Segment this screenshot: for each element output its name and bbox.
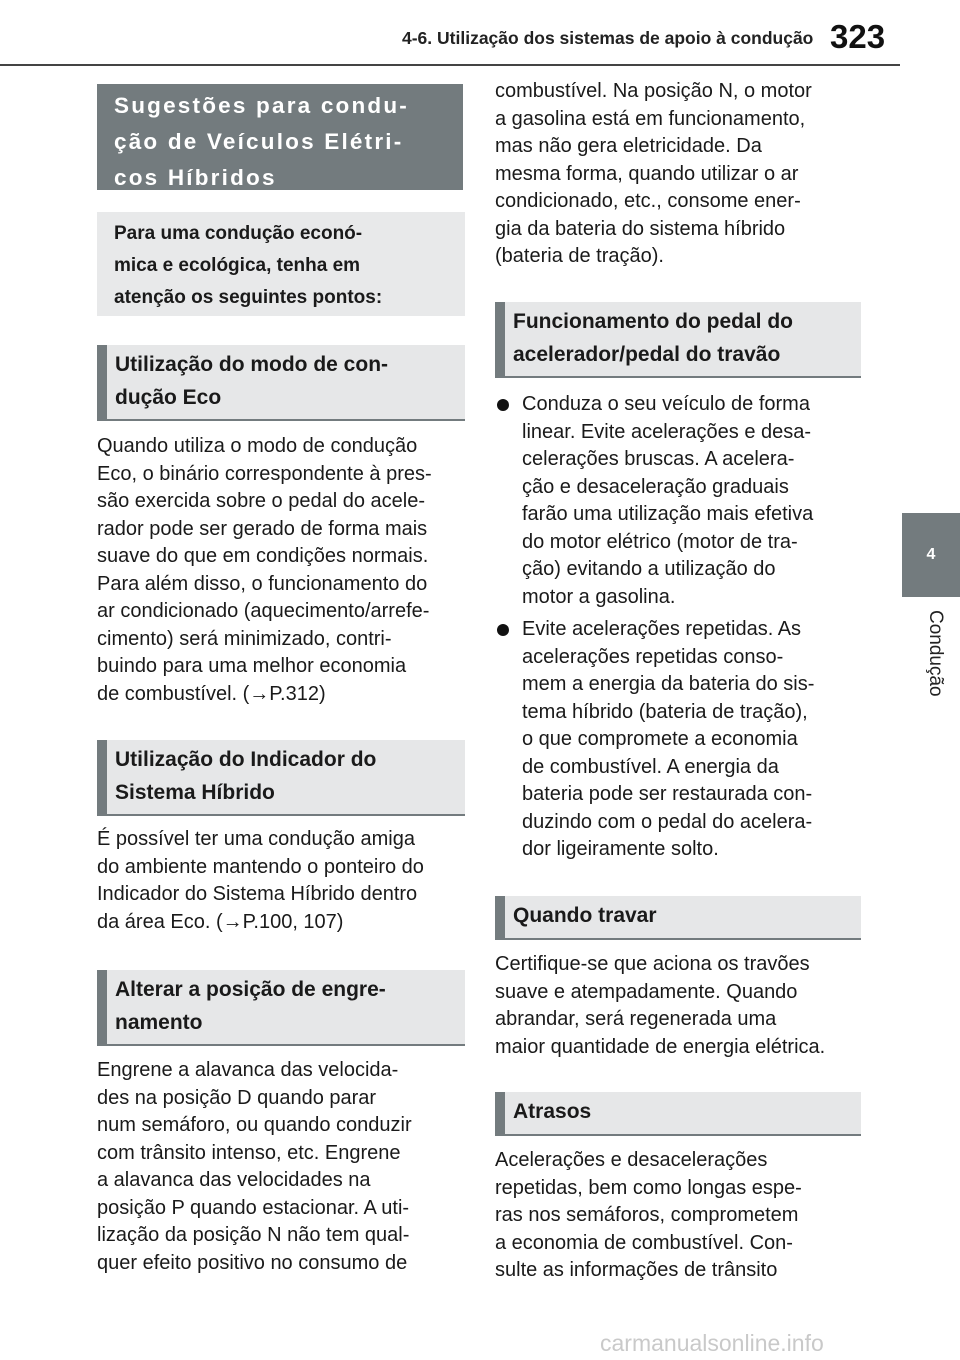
chapter-heading-line: cos Híbridos [114,165,277,190]
section-body-shift-position [97,1057,467,1277]
section-heading-line: Funcionamento do pedal do [513,310,793,333]
bullet-line: ção) evitando a utilização do [522,558,776,580]
body-line: lização da posição N não tem qual- [97,1224,410,1246]
body-line: do ambiente mantendo o ponteiro do [97,855,424,878]
body-line: suave e atempadamente. Quando [495,980,798,1003]
body-line: posição P quando estacionar. A uti- [97,1196,410,1219]
section-heading-line: acelerador/pedal do travão [513,343,781,366]
section-heading-line: namento [115,1011,203,1034]
section-heading-line: Sistema Híbrido [115,781,275,804]
intro-line: Para uma condução econó- [114,223,363,244]
body-line: mas não gera eletricidade. Da [495,135,762,157]
chapter-heading-line: ção de Veículos Elétri- [114,129,404,154]
body-line: de combustível. (→P.312) [97,682,326,705]
bullet-line: linear. Evite acelerações e desa- [522,420,812,443]
body-line: a gasolina está em funcionamento, [495,107,806,130]
body-line: mesma forma, quando utilizar o ar [495,162,799,185]
body-line: Eco, o binário correspondente à pres- [97,462,432,485]
section-heading-line: dução Eco [115,386,222,409]
body-line: repetidas, bem como longas espe- [495,1176,802,1199]
chapter-heading-block [97,84,463,190]
section-heading-shift-position [97,970,465,1046]
body-line: Acelerações e desacelerações [495,1149,768,1171]
body-line: Para além disso, o funcionamento do [97,572,428,595]
page-number: 323 [830,18,886,55]
bullet-line: mem a energia da bateria do sis- [522,673,815,695]
bullet-line: farão uma utilização mais efetiva [522,503,814,525]
body-line: des na posição D quando parar [97,1086,377,1109]
section-heading-braking [495,896,861,940]
body-line: num semáforo, ou quando conduzir [97,1114,412,1136]
bullet-line: Conduza o seu veículo de forma [522,393,810,415]
body-line: com trânsito intenso, etc. Engrene [97,1141,401,1164]
bullet-line: do motor elétrico (motor de tra- [522,530,798,553]
section-heading-delays [495,1092,861,1136]
body-line: Indicador do Sistema Híbrido dentro [97,883,418,905]
bullet-item [495,616,865,864]
body-line: É possível ter uma condução amiga [97,828,415,850]
bullet-dot-icon [497,399,509,411]
bullet-line: motor a gasolina. [522,585,676,608]
bullet-line: de combustível. A energia da [522,755,779,778]
watermark: carmanualsonline.info [600,1330,824,1356]
bullet-line: bateria pode ser restaurada con- [522,783,813,805]
intro-line: atenção os seguintes pontos: [114,287,383,308]
section-heading-line: Atrasos [513,1100,592,1123]
body-line: buindo para uma melhor economia [97,655,407,677]
section-body-hybrid-indicator [97,826,467,936]
chapter-label: Condução [925,610,946,697]
bullet-line: duzindo com o pedal do acelera- [522,810,813,833]
section-heading-line: Quando travar [513,904,657,927]
running-header: 4-6. Utilização dos sistemas de apoio à condução [402,28,814,48]
body-line: a alavanca das velocidades na [97,1169,371,1191]
body-line: da área Eco. (→P.100, 107) [97,910,344,933]
body-line: condicionado, etc., consome ener- [495,190,801,212]
bullet-line: Evite acelerações repetidas. As [522,618,802,640]
chapter-heading-line: Sugestões para condu- [114,93,409,118]
bullet-line: acelerações repetidas conso- [522,645,784,668]
body-line: a economia de combustível. Con- [495,1231,793,1254]
section-heading-line: Utilização do modo de con- [115,353,389,376]
section-heading-line: Alterar a posição de engre- [115,978,386,1001]
section-heading-eco-mode [97,345,465,421]
body-line: maior quantidade de energia elétrica. [495,1035,826,1058]
body-line: Engrene a alavanca das velocida- [97,1059,399,1081]
bullet-line: dor ligeiramente solto. [522,838,719,860]
chapter-tab: 4 [902,513,960,597]
section-body-eco-mode [97,433,467,708]
header-rule [0,64,900,66]
body-line: sulte as informações de trânsito [495,1259,778,1281]
bullet-line: ção e desaceleração graduais [522,475,789,498]
intro-box [97,212,465,316]
body-line: Certifique-se que aciona os travões [495,953,810,975]
section-heading-hybrid-indicator [97,740,465,816]
section-heading-pedal-operation [495,302,861,378]
bullet-line: celerações bruscas. A acelera- [522,448,795,470]
bullet-dot-icon [497,624,509,636]
body-line: (bateria de tração). [495,245,664,267]
body-line: ar condicionado (aquecimento/arrefe- [97,600,430,622]
body-line: suave do que em condições normais. [97,545,429,567]
body-line: quer efeito positivo no consumo de [97,1251,408,1274]
body-line: abrandar, será regenerada uma [495,1008,777,1030]
body-line: são exercida sobre o pedal do acele- [97,490,425,512]
body-line: gia da bateria do sistema híbrido [495,217,786,240]
intro-line: mica e ecológica, tenha em [114,255,361,276]
bullet-line: o que compromete a economia [522,728,798,750]
bullet-line: tema híbrido (bateria de tração), [522,700,808,723]
body-line: Quando utiliza o modo de condução [97,435,418,457]
section-heading-line: Utilização do Indicador do [115,748,377,771]
section-body-braking [495,951,865,1061]
section-body-delays [495,1147,865,1285]
body-line: combustível. Na posição N, o motor [495,80,812,102]
body-line: rador pode ser gerado de forma mais [97,517,428,540]
body-line: cimento) será minimizado, contri- [97,627,392,650]
bullet-item [495,391,865,611]
continuation-text [495,78,865,271]
body-line: ras nos semáforos, comprometem [495,1204,799,1226]
